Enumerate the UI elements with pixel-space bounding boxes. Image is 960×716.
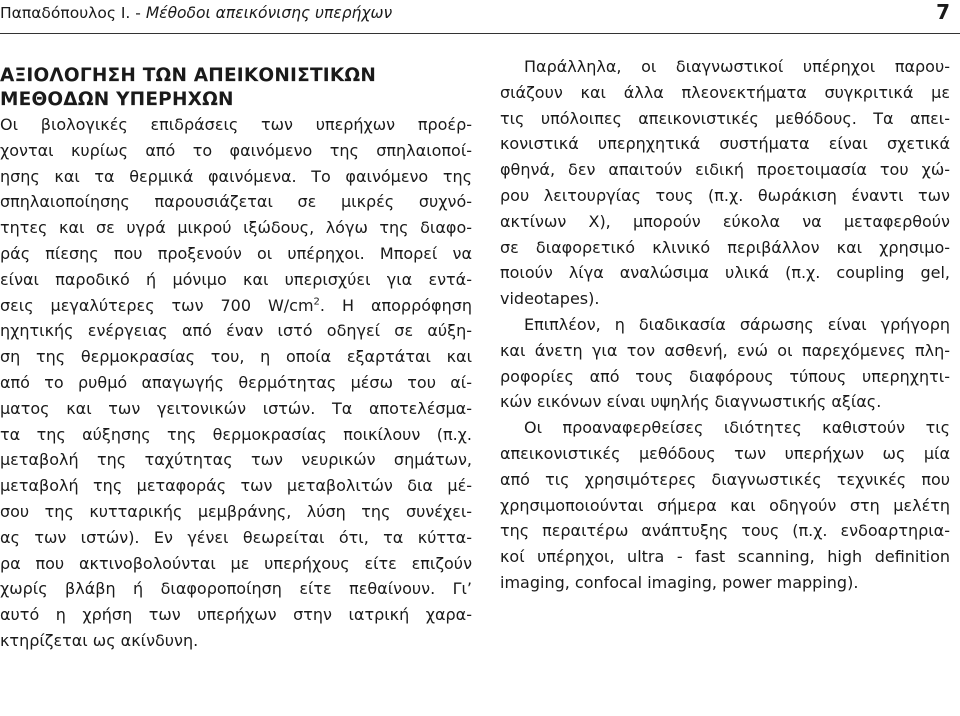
text-line: κοί υπέρηχοι, ultra - fast scanning, high definition	[500, 547, 950, 567]
author-name: Παπαδόπουλος Ι.	[0, 4, 131, 22]
text-line: κονιστικά υπερηχητικά συστήματα είναι σχετικά	[500, 134, 950, 154]
text-line: φθηνά, δεν απαιτούν ειδική προετοιμασία του χώ-	[500, 160, 950, 180]
section-heading	[0, 64, 472, 112]
text-fragment: . Η απορρόφηση	[319, 295, 472, 315]
text-line: τητες και σε υγρά μικρού ιξώδους, λόγω της διαφο-	[0, 218, 472, 238]
text-line: ακτίνων Χ), μπορούν εύκολα να μεταφερθούν	[500, 211, 950, 231]
text-line: απεικονιστικές μεθόδους των υπερήχων ως μία	[500, 443, 950, 463]
text-line: Επιπλέον, η διαδικασία σάρωσης είναι γρήγορη	[524, 314, 950, 334]
text-line-last: κτηρίζεται ως ακίνδυνη.	[0, 630, 199, 650]
text-line: από το ρυθμό απαγωγής θερμότητας μέσω του αί-	[0, 372, 472, 392]
text-line: τα της αύξησης της θερμοκρασίας ποικίλουν (π.χ.	[0, 424, 472, 444]
text-line-last: videotapes).	[500, 289, 600, 309]
header-text	[0, 0, 392, 26]
text-fragment: σεις μεγαλύτερες των 700 W/cm	[0, 295, 314, 315]
page-number: 7	[936, 0, 950, 24]
text-line: σου της κυτταρικής μεμβράνης, λύση της συνέχει-	[0, 501, 472, 521]
text-line: Οι βιολογικές επιδράσεις των υπερήχων προέρ-	[0, 115, 472, 134]
text-line: ρου λειτουργίας τους (π.χ. θωράκιση έναντι των	[500, 185, 950, 205]
paragraph	[500, 312, 950, 415]
text-line: ησης και τα θερμικά φαινόμενα. Το φαινόμενο της	[0, 166, 472, 186]
text-line: Παράλληλα, οι διαγνωστικοί υπέρηχοι παρου-	[524, 57, 950, 76]
header-rule	[0, 33, 960, 34]
text-line: μεταβολή της μεταφοράς των μεταβολιτών δια μέ-	[0, 476, 472, 496]
text-line-with-superscript	[0, 293, 472, 319]
text-line: σιάζουν και άλλα πλεονεκτήματα συγκριτικά με	[500, 82, 950, 102]
text-line: ποιούν λίγα αναλώσιμα υλικά (π.χ. coupling gel,	[500, 263, 950, 283]
chapter-title: Μέθοδοι απεικόνισης υπερήχων	[145, 4, 393, 22]
text-line: χονται κυρίως από το φαινόμενο της σπηλαιοποί-	[0, 140, 472, 160]
superscript: 2	[313, 296, 320, 308]
text-line-last: imaging, confocal imaging, power mapping).	[500, 572, 859, 592]
text-line: μεταβολή της ταχύτητας των νευρικών σημάτων,	[0, 450, 472, 470]
paragraph	[500, 415, 950, 596]
text-line: από τις χρησιμότερες διαγνωστικές τεχνικές που	[500, 469, 950, 489]
left-column	[0, 64, 472, 654]
text-line: ηχητικής ενέργειας από έναν ιστό οδηγεί σε αύξη-	[0, 321, 472, 341]
text-line: και άνετη για τον ασθενή, ενώ οι παρεχόμενες πλη-	[500, 340, 950, 360]
heading-line: ΜΕΘΟΔΩΝ ΥΠΕΡΗΧΩΝ	[0, 89, 234, 110]
text-line: χωρίς βλάβη ή διαφοροποίηση είτε πεθαίνουν. Γι’	[0, 579, 472, 599]
text-line: ση της θερμοκρασίας του, η οποία εξαρτάται και	[0, 347, 472, 367]
right-column	[500, 54, 950, 596]
text-line: ροφορίες από τους διαφόρους τύπους υπερηχητι-	[500, 366, 950, 386]
text-line: αυτό η χρήση των υπερήχων στην ιατρική χαρα-	[0, 605, 472, 625]
text-line: σε διαφορετικό κλινικό περιβάλλον και χρησιμο-	[500, 237, 950, 257]
text-line: χρησιμοποιούνται σήμερα και οδηγούν στη μελέτη	[500, 495, 950, 515]
text-line: ματος και των γειτονικών ιστών. Τα αποτελέσμα-	[0, 398, 472, 418]
text-line: Οι προαναφερθείσες ιδιότητες καθιστούν τις	[524, 418, 950, 438]
text-line: ας των ιστών). Εν γένει θεωρείται ότι, τα κύττα-	[0, 527, 472, 547]
paragraph	[500, 54, 950, 312]
text-line: σπηλαιοποίησης παρουσιάζεται σε μικρές συχνό-	[0, 192, 472, 212]
paragraph	[0, 112, 472, 654]
text-line: ράς πίεσης που προξενούν οι υπέρηχοι. Μπορεί να	[0, 243, 472, 263]
text-line: τις υπόλοιπες απεικονιστικές μεθόδους. Τα απει-	[500, 108, 950, 128]
text-line: είναι παροδικό ή μόνιμο και υπερισχύει για εντά-	[0, 269, 472, 289]
running-header	[0, 0, 960, 26]
text-line: ρα που ακτινοβολούνται με υπερήχους είτε επιζούν	[0, 553, 472, 573]
text-line: της περαιτέρω ανάπτυξης τους (π.χ. ενδοαρτηρια-	[500, 521, 950, 541]
heading-line: ΑΞΙΟΛΟΓΗΣΗ ΤΩΝ ΑΠΕΙΚΟΝΙΣΤΙΚΩΝ	[0, 65, 376, 86]
text-line-last: κών εικόνων είναι υψηλής διαγνωστικής αξίας.	[500, 392, 882, 412]
header-separator: -	[130, 4, 146, 22]
